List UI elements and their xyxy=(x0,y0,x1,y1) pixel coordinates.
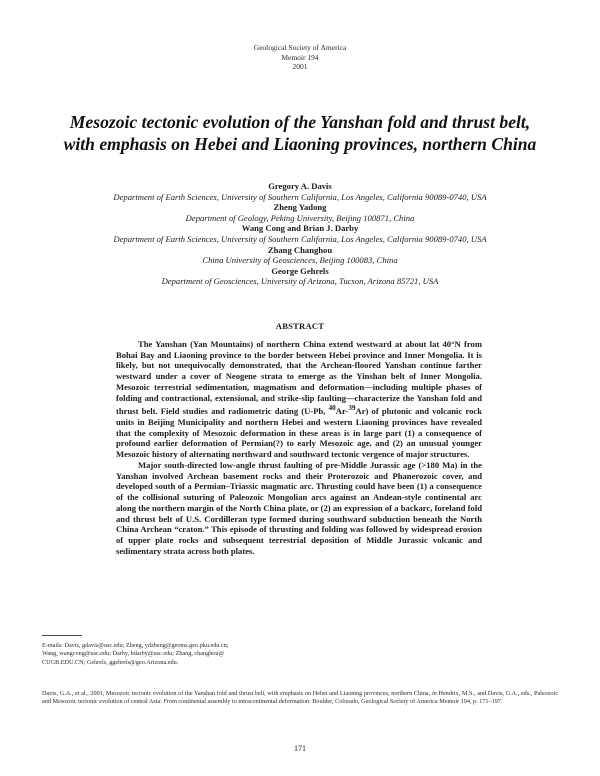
publication-year: 2001 xyxy=(292,62,308,72)
abstract-text: Ar) of plutonic and volcanic rock units in Beijing Municipality and northern Hebei and western Liaoning provinces have revealed that the complexity of Mesozoic deformation in these areas is in large part (1) a consequence of profound earlier deformation of Permian(?) to early Mesozoic age, and (2) an unusual younger Mesozoic history of alternating northward and southward tectonic vergence of major structures. xyxy=(116,406,482,460)
author-affiliation: Department of Geosciences, University of Arizona, Tucson, Arizona 85721, USA xyxy=(161,276,439,287)
author-affiliation: China University of Geosciences, Beijing 100083, China xyxy=(202,255,398,266)
author-affiliation: Department of Earth Sciences, University of Southern California, Los Angeles, California 90089-0740, USA xyxy=(113,191,487,202)
author-name: George Gehrels xyxy=(271,265,329,276)
title-line-1: Mesozoic tectonic evolution of the Yanshan fold and thrust belt, xyxy=(69,112,531,132)
isotope-superscript: 40 xyxy=(328,404,336,413)
author-list xyxy=(0,181,600,287)
author-emails xyxy=(42,642,292,667)
abstract-text: Ar- xyxy=(335,406,349,417)
paper-title xyxy=(40,111,560,155)
author-name: Zheng Yadong xyxy=(273,202,327,213)
abstract-heading: ABSTRACT xyxy=(275,321,325,331)
author-name: Wang Cong and Brian J. Darby xyxy=(241,223,359,234)
email-line: Wang, wangcong@usc.edu; Darby, bdarby@usc.edu; Zhang, changhou@ xyxy=(42,650,225,658)
citation-text: Hendrix, M.S., and Davis, G.A., eds., Paleozoic and Mesozoic tectonic evolution of central Asia: From continental assembly to intracontinental deformation: Boulder, Colorado, Geological Society of America Memoir 194, p. 171–197. xyxy=(42,690,558,706)
title-line-2: with emphasis on Hebei and Liaoning provinces, northern China xyxy=(63,134,537,154)
abstract-body xyxy=(116,339,482,557)
page-number: 171 xyxy=(294,744,306,753)
abstract-paragraph-1 xyxy=(116,339,482,460)
publisher-name: Geological Society of America xyxy=(253,43,347,52)
author-affiliation: Department of Geology, Peking University, Beijing 100871, China xyxy=(185,212,415,223)
citation-in: in xyxy=(431,690,437,697)
citation xyxy=(42,690,558,706)
email-line: E-mails: Davis, gdavis@usc.edu; Zheng, ydzheng@geoms.geo.pku.edu.cn; xyxy=(42,642,229,649)
publication-info xyxy=(0,43,600,72)
author-name: Zhang Changhou xyxy=(267,244,333,255)
citation-text: Davis, G.A., et al., 2001, Mesozoic tectonic evolution of the Yanshan fold and thrust belt, with emphasis on Hebei and Liaoning provinces, northern China, xyxy=(42,690,432,697)
footnote-divider xyxy=(42,635,82,636)
memoir-number: Memoir 194 xyxy=(281,52,319,62)
author-name: Gregory A. Davis xyxy=(268,181,332,191)
isotope-superscript: 39 xyxy=(348,404,356,413)
email-line: CUGB.EDU.CN; Gehrels, ggehrels@geo.Arizona.edu. xyxy=(42,658,179,666)
author-affiliation: Department of Earth Sciences, University of Southern California, Los Angeles, California 90089-0740, USA xyxy=(113,233,487,244)
abstract-paragraph-2: Major south-directed low-angle thrust faulting of pre-Middle Jurassic age (>180 Ma) in the Yanshan involved Archean basement rocks and their Proterozoic and Phanerozoic cover, and developed south of a Permian–Triassic magmatic arc. Thrusting could have been (1) a consequence of the collisional suturing of Paleozoic Mongolian arcs against an Andean-style continental arc along the northern margin of the North China plate, or (2) an expression of a backarc, foreland fold and thrust belt of U.S. Cordilleran type formed during southward subduction beneath the North China Archean “craton.” This episode of thrusting and folding was followed by widespread erosion of upper plate rocks and subsequent terrestrial deposition of Middle Jurassic volcanic and sedimentary strata across both plates. xyxy=(116,459,482,556)
abstract-text: The Yanshan (Yan Mountains) of northern China extend westward at about lat 40°N from Bohai Bay and Liaoning province to the border between Hebei province and Inner Mongolia. It is likely, but not unequivocally demonstrated, that the Archean-floored Yanshan continue farther westward under a cover of Neogene strata to emerge as the Yinshan belt of Inner Mongolia. Mesozoic terrestrial sedimentation, magmatism and deformation—including multiple phases of folding and contractional, extensional, and strike-slip faulting—characterize the Yanshan fold and thrust belt. Field studies and radiometric dating (U-Pb, xyxy=(116,339,482,417)
